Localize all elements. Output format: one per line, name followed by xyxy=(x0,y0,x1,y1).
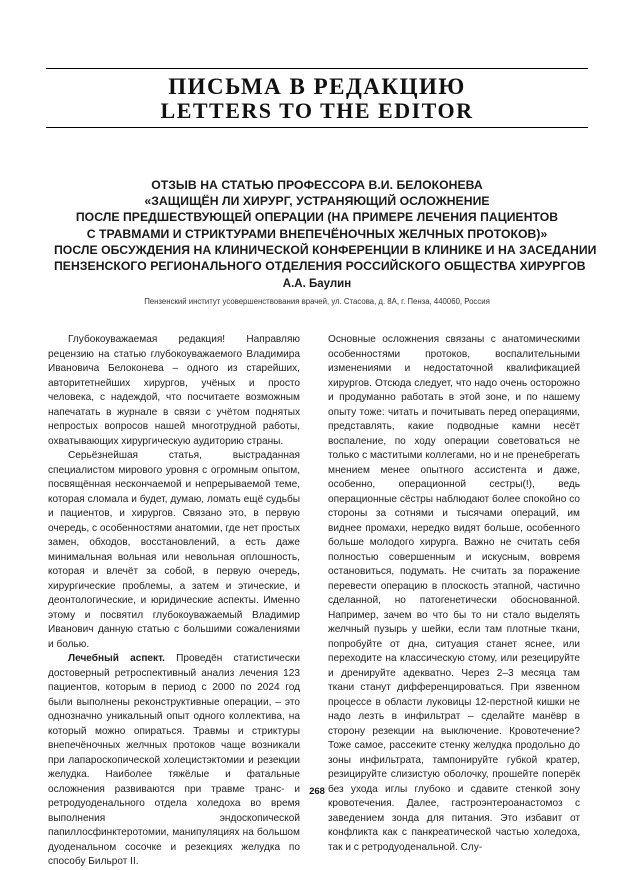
body-column-right xyxy=(328,333,580,855)
title-line: С ТРАВМАМИ И СТРИКТУРАМИ ВНЕПЕЧЁНОЧНЫХ ЖЕЛЧНЫХ ПРОТОКОВ)» xyxy=(86,226,548,241)
body-paragraph: Основные осложнения связаны с анатомическими особенностями протоков, воспалительными изменениями и недостаточной квалификацией хирургов. Отсюда следует, что надо очень осторожно и продуманно работать в этой зоне, и по нашему опыту тоже: читать и почитывать перед операциями, представлять, какие подводные камни несёт воспаление, по ходу операции советоваться не только с маститыми коллегами, но и не пренебрегать мнением менее опытного ассистента и даже, особенно, операционной сестры(!), ведь операционные сёстры наблюдают более спокойно со стороны за сотнями и тысячами операций, им виднее промахи, нередко видят больше, особенного больше молодого хирурга. Важно не считать себя полностью совершенным и искусным, вовремя остановиться, подумать. Не считать за поражение перевести операцию в плоскость этапной, частично сделанной, но патогенетически обоснованной. Например, зачем во что бы то ни стало выделять желчный пузырь у шейки, если там плотные ткани, попробуйте от дна, ситуация станет яснее, или переходите на классическую стому, или резецируйте и дренируйте адекватно. Через 2–3 месяца там ткани станут дифференцироваться. При язвенном процессе в области луковицы 12-перстной кишки не надо лезть в инфильтрат – сделайте манёвр в сторону резекции на выключение. Кровотечение? Тоже самое, рассеките стенку желудка продольно до зоны инфильтрата, тампонируйте губкой кратер, резицируйте слизистую оболочку, прошейте поперёк без ухода иглы глубоко и сдавите стенкой зону кровотечения. Далее, гастроэнтероанастомоз с заведением зонда для питания. Это избавит от конфликта как с панкреатической частью холедоха, так и с ретродуоденальной. Слу- xyxy=(328,334,580,853)
title-line: ПЕНЗЕНСКОГО РЕГИОНАЛЬНОГО ОТДЕЛЕНИЯ РОССИЙСКОГО ОБЩЕСТВА ХИРУРГОВ xyxy=(54,259,586,274)
paragraph-text: Проведён статистически достоверный ретроспективный анализ лечения 123 пациентов, которым в период с 2000 по 2024 год были выполнены реконструктивные операции, – это однозначно уникальный опыт одного коллектива, на который можно опираться. Травмы и стриктуры внепечёночных желчных протоков чаще возникали при лапароскопической холецистэктомии и резекции желудка. Наиболее тяжёлые и фатальные осложнения развиваются при травме транс- и ретродуоденального отдела холедоха во время выполнения эндоскопической папиллосфинктеротомии, манипуляциях на большом дуоденальном сосочке и резекциях желудка по способу Бильрот II. xyxy=(48,653,300,867)
author-name: А.А. Баулин xyxy=(282,278,352,290)
body-paragraph: Глубокоуважаемая редакция! Направляю рецензию на статью глубокоуважаемого Владимира Ивановича Белоконева – одного из старейших, авторитетнейших хирургов, учёных и просто человека, с надеждой, что посчитаете возможным напечатать в журнале в связи с учётом поднятых непростых вопросов нашей многотрудной работы, охватывающих хирургическую аудиторию страны. xyxy=(48,334,300,447)
section-heading-ru: ПИСЬМА В РЕДАКЦИЮ xyxy=(168,74,466,99)
bottom-rule xyxy=(46,127,588,128)
article-title xyxy=(54,177,597,274)
title-line: ПОСЛЕ ПРЕДШЕСТВУЮЩЕЙ ОПЕРАЦИИ (НА ПРИМЕРЕ ЛЕЧЕНИЯ ПАЦИЕНТОВ xyxy=(75,210,559,225)
paragraph-lead-in: Лечебный аспект. xyxy=(68,653,165,664)
title-line: ПОСЛЕ ОБСУЖДЕНИЯ НА КЛИНИЧЕСКОЙ КОНФЕРЕНЦИИ В КЛИНИКЕ И НА ЗАСЕДАНИИ xyxy=(54,242,597,257)
author-affiliation: Пензенский институт усовершенствования врачей, ул. Стасова, д. 8А, г. Пенза, 440060, Россия xyxy=(144,297,490,306)
body-paragraph xyxy=(48,652,300,870)
title-line: ОТЗЫВ НА СТАТЬЮ ПРОФЕССОРА В.И. БЕЛОКОНЕВА xyxy=(151,178,483,192)
section-heading-en: LETTERS TO THE EDITOR xyxy=(160,98,474,123)
body-paragraph: Серьёзнейшая статья, выстраданная специалистом мирового уровня с огромным опытом, посвящённая нескончаемой и непрерываемой теме, которая сломала и будет, думаю, ломать ещё судьбы и пациентов, и хирургов. Связано это, в первую очередь, с особенностями анатомии, где нет простых замен, обходов, восстановлений, а есть даже минимальная вольная или невольная оплошность, которая и влечёт за собой, в первую очередь, хирургические проблемы, а затем и этические, и деонтологические, и юридические аспекты. Именно этому и посвятил глубокоуважаемый Владимир Иванович данную статью с большими сожалениями и болью. xyxy=(48,450,300,650)
page-number: 268 xyxy=(309,786,325,797)
title-line: «ЗАЩИЩЁН ЛИ ХИРУРГ, УСТРАНЯЮЩИЙ ОСЛОЖНЕНИЕ xyxy=(144,194,490,209)
top-rule xyxy=(46,68,588,69)
